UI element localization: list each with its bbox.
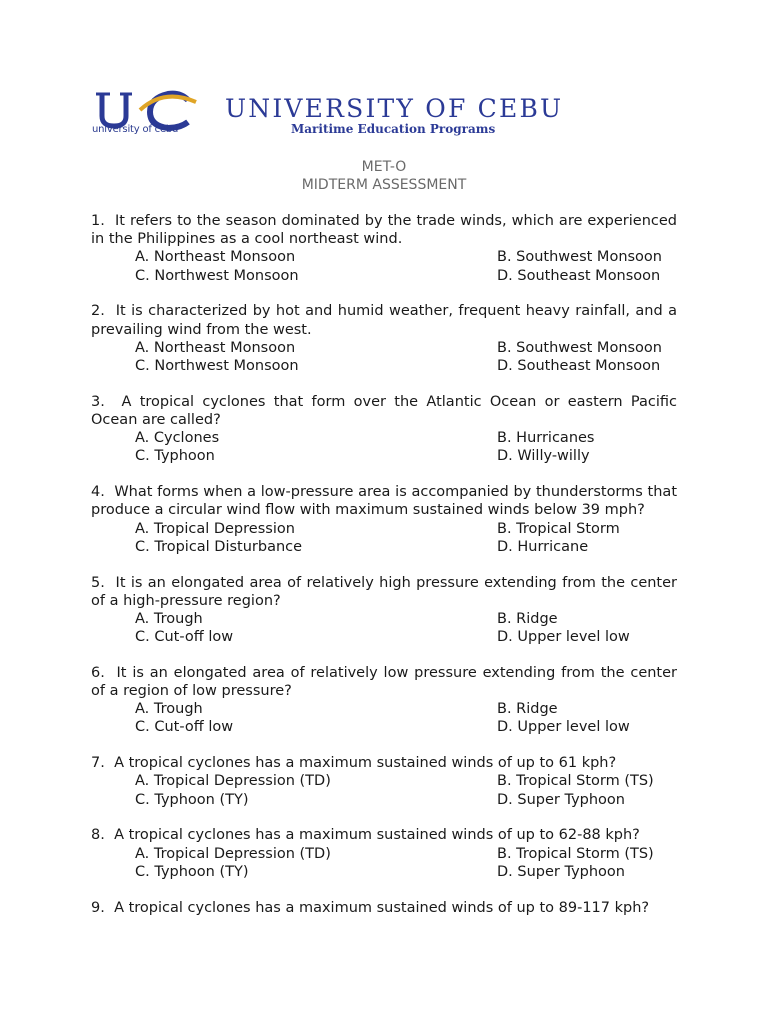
question-list <box>91 212 677 934</box>
option-row <box>91 357 677 375</box>
answer-option: C. Typhoon (TY) <box>135 863 249 880</box>
answer-option: D. Hurricane <box>497 538 589 555</box>
option-row <box>91 267 677 285</box>
question-number: 1. <box>91 213 105 229</box>
answer-option: B. Southwest Monsoon <box>497 249 662 266</box>
question-number: 6. <box>91 664 105 681</box>
option-row <box>91 610 677 628</box>
org-name: UNIVERSITY OF CEBU <box>225 94 564 123</box>
question-text: A tropical cyclones has a maximum sustained winds of up to 61 kph? <box>114 755 617 772</box>
question-item <box>91 212 677 285</box>
answer-option: D. Upper level low <box>497 719 630 736</box>
letterhead <box>92 90 632 140</box>
question-number: 4. <box>91 484 105 501</box>
question-text: It is characterized by hot and humid weather, frequent heavy rainfall, and a prevailing wind from the west. <box>91 303 678 338</box>
answer-option: D. Southeast Monsoon <box>497 267 661 284</box>
question-item <box>91 483 677 556</box>
question-text: A tropical cyclones has a maximum sustained winds of up to 89-117 kph? <box>114 899 650 916</box>
question-text: It refers to the season dominated by the trade winds, which are experienced in the Philippines as a cool northeast wind. <box>91 213 678 248</box>
question-stem <box>91 574 677 610</box>
answer-option: B. Hurricanes <box>497 430 595 447</box>
question-stem <box>91 899 677 917</box>
option-row <box>91 791 677 809</box>
answer-option: D. Super Typhoon <box>497 863 625 880</box>
question-text: A tropical cyclones that form over the Atlantic Ocean or eastern Pacific Ocean are called? <box>91 393 677 428</box>
answer-option: A. Trough <box>135 610 203 627</box>
question-item <box>91 754 677 809</box>
question-text: A tropical cyclones has a maximum sustained winds of up to 62-88 kph? <box>114 827 640 844</box>
question-stem <box>91 393 677 429</box>
option-row <box>91 520 677 538</box>
option-row <box>91 339 677 357</box>
option-row <box>91 845 677 863</box>
question-item <box>91 664 677 737</box>
question-text: It is an elongated area of relatively low pressure extending from the center of a region of low pressure? <box>91 664 677 700</box>
answer-option: D. Willy-willy <box>497 448 590 465</box>
answer-option: C. Typhoon <box>135 448 215 465</box>
course-code: MET-O <box>361 159 407 175</box>
question-number: 3. <box>91 393 105 410</box>
question-number: 2. <box>91 303 105 320</box>
question-item <box>91 302 677 375</box>
answer-option: B. Tropical Storm (TS) <box>497 845 654 862</box>
answer-option: D. Southeast Monsoon <box>497 357 661 374</box>
question-text: What forms when a low-pressure area is accompanied by thunderstorms that produce a circular wind flow with maximum sustained winds below 39 mph? <box>91 484 678 519</box>
answer-option: C. Tropical Disturbance <box>135 538 303 555</box>
option-row <box>91 718 677 736</box>
answer-option: A. Tropical Depression (TD) <box>135 845 331 862</box>
answer-option: C. Typhoon (TY) <box>135 791 249 808</box>
question-stem <box>91 212 677 248</box>
question-stem <box>91 826 677 844</box>
answer-option: A. Tropical Depression (TD) <box>135 773 331 790</box>
option-row <box>91 429 677 447</box>
answer-option: B. Tropical Storm (TS) <box>497 773 654 790</box>
answer-option: D. Upper level low <box>497 629 630 646</box>
question-text: It is an elongated area of relatively high pressure extending from the center of a high-pressure region? <box>91 574 677 609</box>
answer-option: C. Cut-off low <box>135 629 234 646</box>
question-item <box>91 899 677 917</box>
answer-option: A. Tropical Depression <box>135 520 295 537</box>
answer-option: A. Northeast Monsoon <box>135 249 296 266</box>
assessment-title: MIDTERM ASSESSMENT <box>301 177 467 193</box>
question-item <box>91 393 677 466</box>
option-row <box>91 628 677 646</box>
question-number: 9. <box>91 899 105 916</box>
answer-option: A. Trough <box>135 701 203 718</box>
answer-option: B. Tropical Storm <box>497 520 620 537</box>
question-stem <box>91 302 677 338</box>
answer-option: D. Super Typhoon <box>497 791 625 808</box>
question-stem <box>91 754 677 772</box>
question-item <box>91 826 677 881</box>
question-stem <box>91 664 677 700</box>
answer-option: B. Southwest Monsoon <box>497 339 662 356</box>
question-stem <box>91 483 677 519</box>
logo-subtitle: university of cebu <box>92 124 179 135</box>
question-number: 8. <box>91 827 105 844</box>
question-number: 7. <box>91 755 105 772</box>
answer-option: A. Cyclones <box>135 430 220 447</box>
answer-option: C. Northwest Monsoon <box>135 267 299 284</box>
question-number: 5. <box>91 574 105 591</box>
answer-option: B. Ridge <box>497 610 558 627</box>
option-row <box>91 863 677 881</box>
answer-option: B. Ridge <box>497 701 558 718</box>
answer-option: C. Northwest Monsoon <box>135 357 299 374</box>
option-row <box>91 447 677 465</box>
option-row <box>91 538 677 556</box>
option-row <box>91 772 677 790</box>
question-item <box>91 574 677 647</box>
option-row <box>91 700 677 718</box>
org-unit: Maritime Education Programs <box>291 122 496 136</box>
answer-option: A. Northeast Monsoon <box>135 339 296 356</box>
answer-option: C. Cut-off low <box>135 719 234 736</box>
option-row <box>91 248 677 266</box>
